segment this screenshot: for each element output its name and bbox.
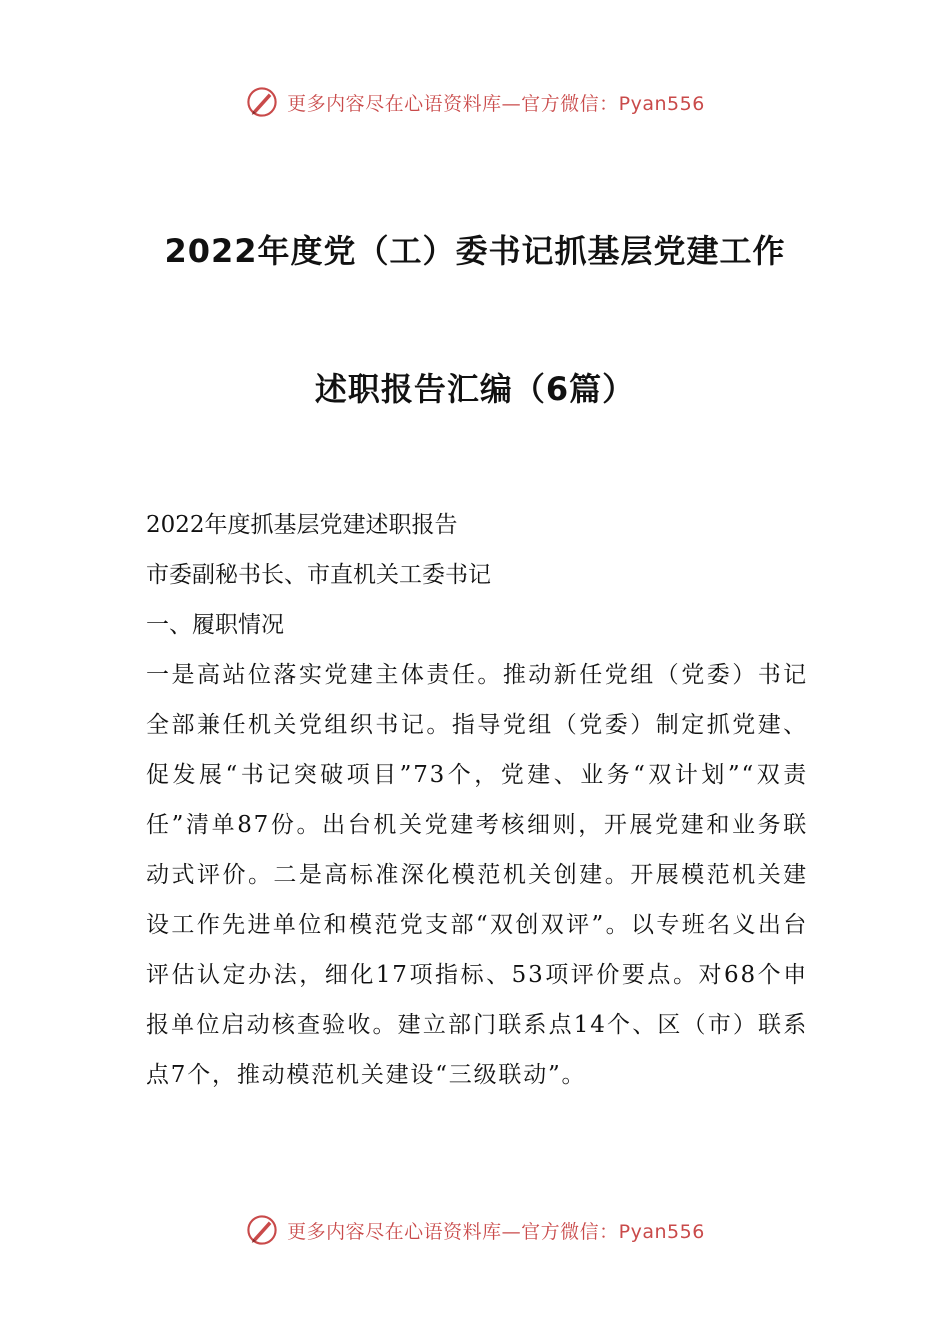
document-body	[146, 500, 808, 1100]
wechat-id: Pyan556	[618, 92, 705, 115]
watermark-footer	[0, 1210, 950, 1250]
report-title: 2022年度抓基层党建述职报告	[146, 512, 458, 538]
wechat-id: Pyan556	[618, 1220, 705, 1243]
document-title-line-1: 2022年度党（工）委书记抓基层党建工作	[164, 232, 786, 270]
body-paragraph: 一是高站位落实党建主体责任。推动新任党组（党委）书记全部兼任机关党组织书记。指导党组（党委）制定抓党建、促发展“书记突破项目”73个，党建、业务“双计划”“双责任”清单87份。出台机关党建考核细则，开展党建和业务联动式评价。二是高标准深化模范机关创建。开展模范机关建设工作先进单位和模范党支部“双创双评”。以专班名义出台评估认定办法，细化17项指标、53项评价要点。对68个申报单位启动核查验收。建立部门联系点14个、区（市）联系点7个，推动模范机关建设“三级联动”。	[146, 662, 808, 1088]
watermark-text: 更多内容尽在心语资料库—官方微信：Pyan556	[287, 1220, 705, 1243]
section-heading: 一、履职情况	[146, 612, 284, 638]
watermark-header	[0, 82, 950, 122]
report-author: 市委副秘书长、市直机关工委书记	[146, 562, 491, 588]
document-title-line-2: 述职报告汇编（6篇）	[314, 370, 636, 408]
pen-logo-icon	[245, 85, 279, 119]
watermark-text: 更多内容尽在心语资料库—官方微信：Pyan556	[287, 92, 705, 115]
pen-logo-icon	[245, 1213, 279, 1247]
